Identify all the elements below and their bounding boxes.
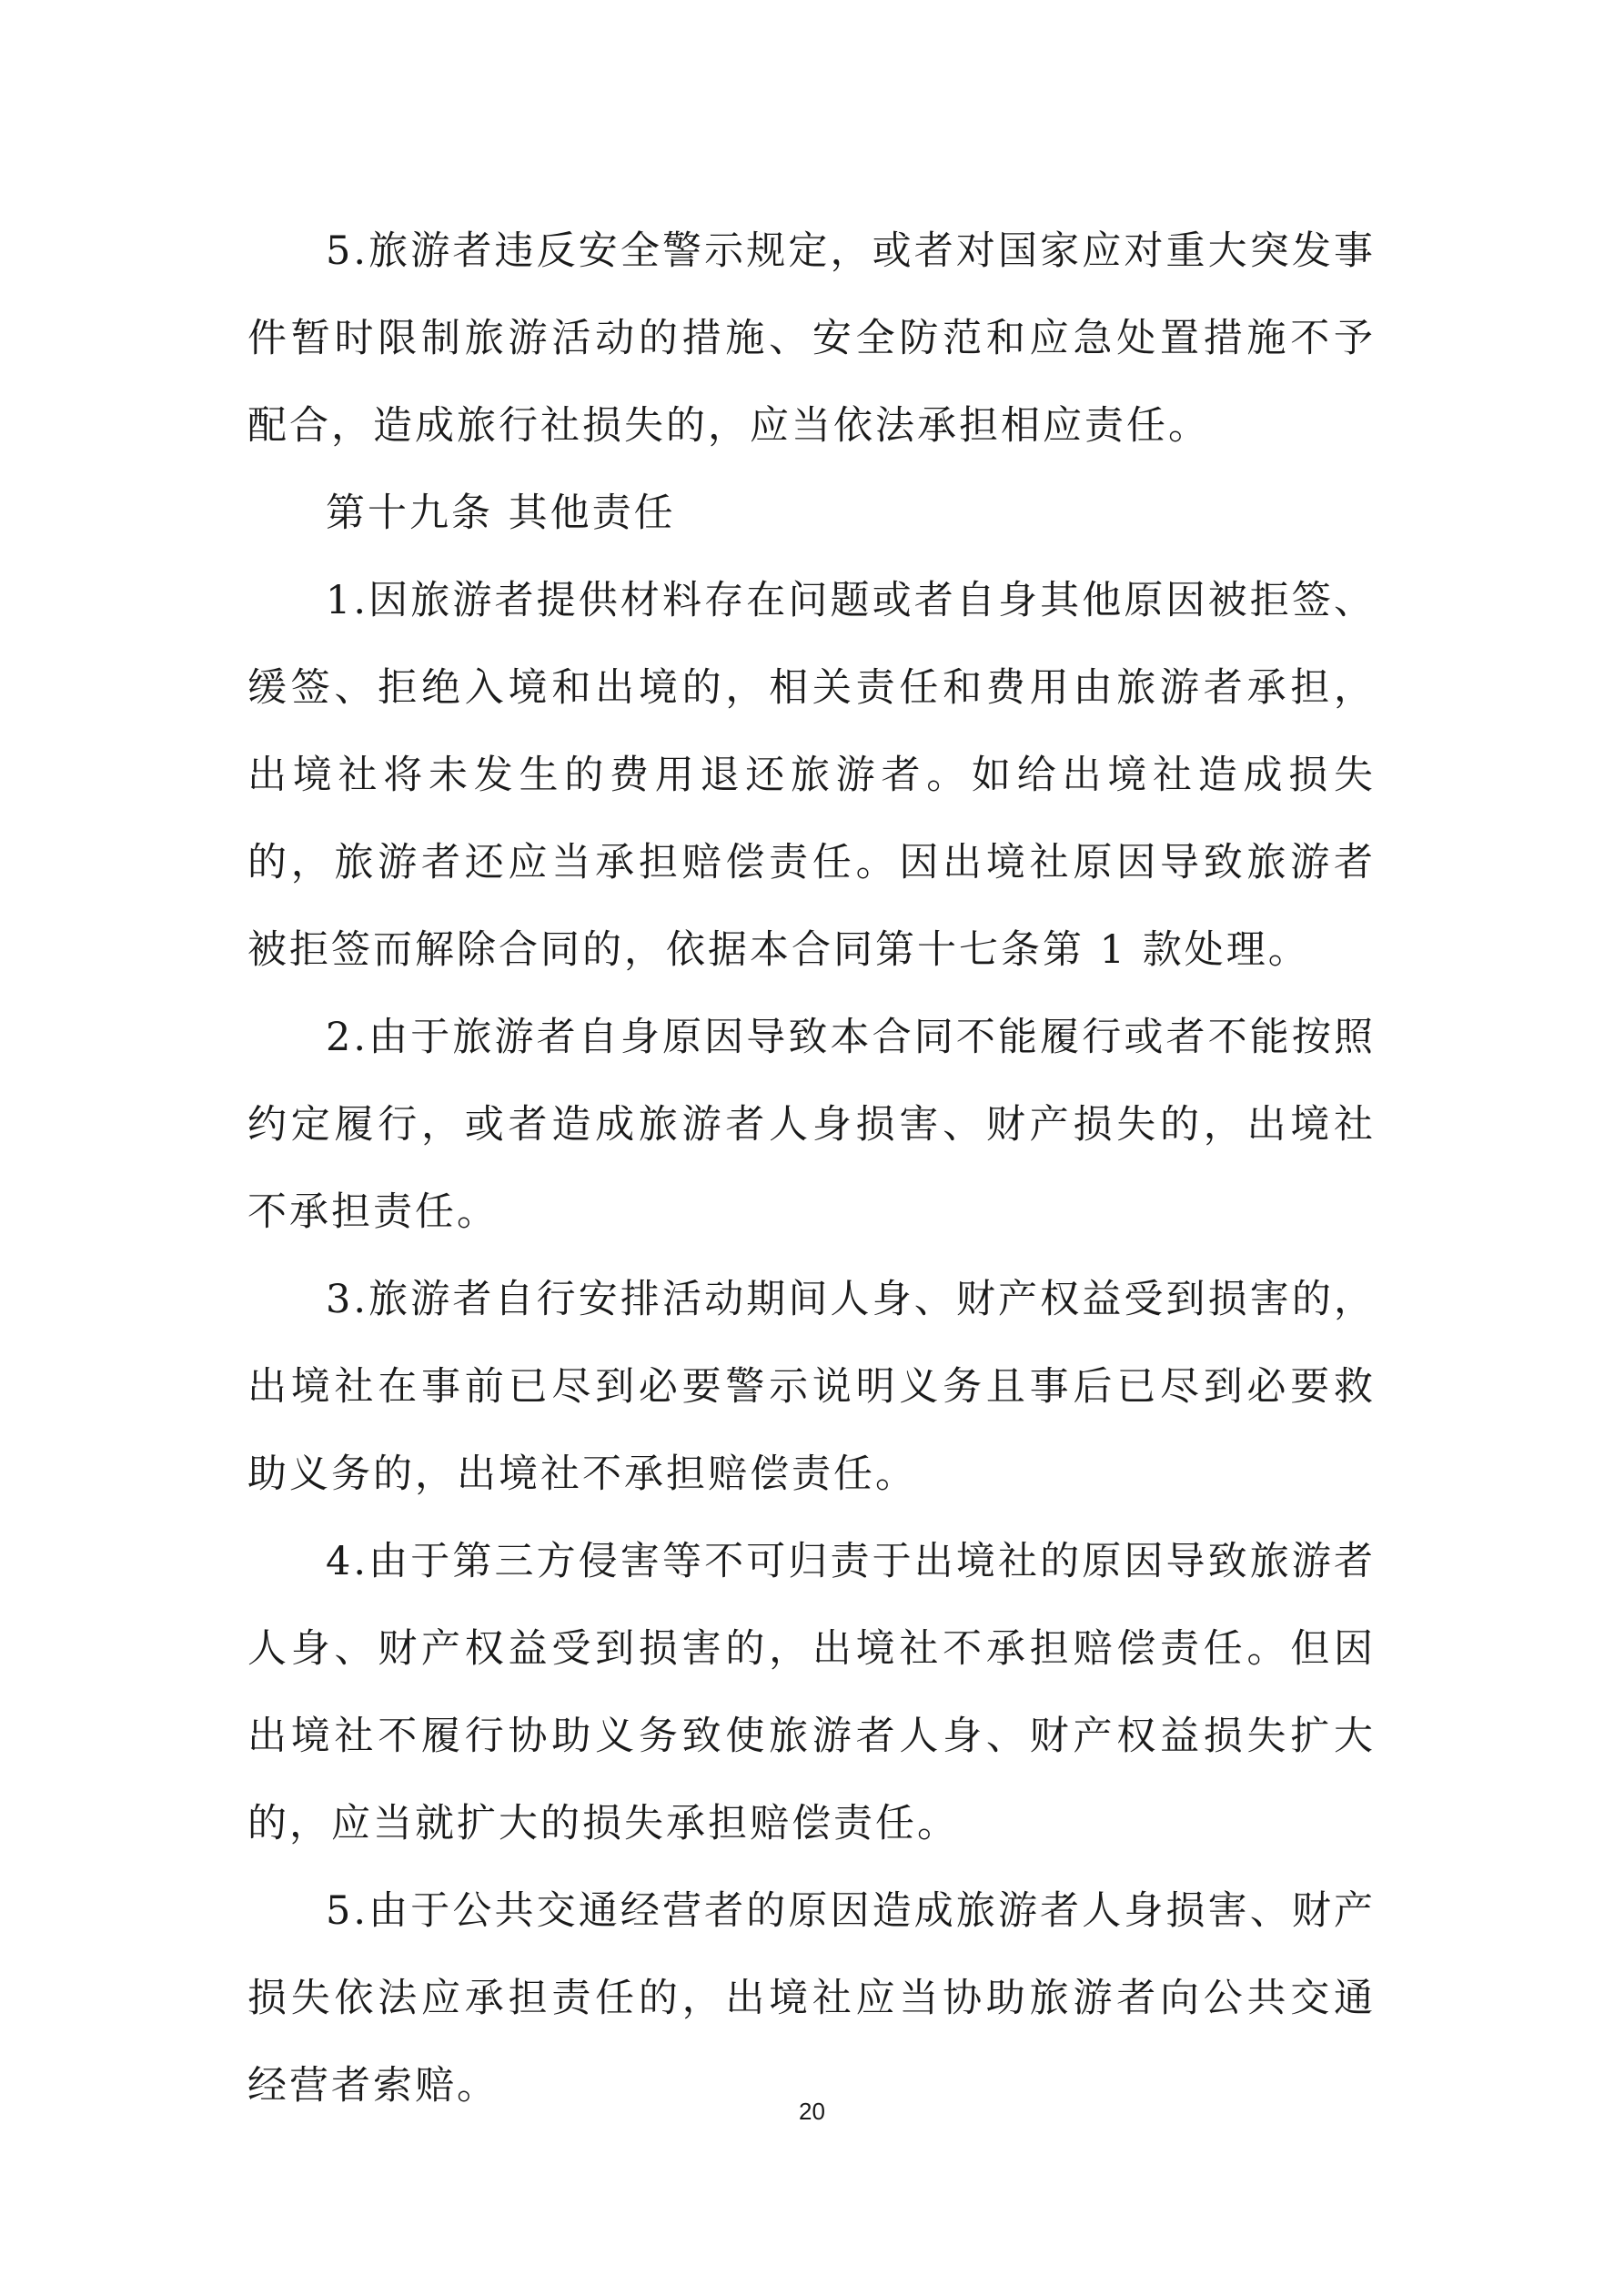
page-number: 20 <box>799 2098 825 2125</box>
paragraph-item-5-public-transport: 5.由于公共交通经营者的原因造成旅游者人身损害、财产损失依法应承担责任的，出境社应当协助旅游者向公共交通经营者索赔。 <box>247 1888 1376 2109</box>
paragraph-item-4-third-party: 4.由于第三方侵害等不可归责于出境社的原因导致旅游者人身、财产权益受到损害的，出境社不承担赔偿责任。但因出境社不履行协助义务致使旅游者人身、财产权益损失扩大的，应当就扩大的损失承担赔偿责任。 <box>247 1539 1376 1846</box>
paragraph-item-2-own-cause: 2.由于旅游者自身原因导致本合同不能履行或者不能按照约定履行，或者造成旅游者人身损害、财产损失的，出境社不承担责任。 <box>247 1015 1376 1235</box>
paragraph-item-1-visa: 1.因旅游者提供材料存在问题或者自身其他原因被拒签、缓签、拒绝入境和出境的，相关责任和费用由旅游者承担，出境社将未发生的费用退还旅游者。如给出境社造成损失的，旅游者还应当承担赔偿责任。因出境社原因导致旅游者被拒签而解除合同的，依据本合同第十七条第 1 款处理。 <box>247 578 1376 973</box>
paragraph-item-5-violation: 5.旅游者违反安全警示规定，或者对国家应对重大突发事件暂时限制旅游活动的措施、安全防范和应急处置措施不予配合，造成旅行社损失的，应当依法承担相应责任。 <box>247 228 1376 449</box>
article-19-heading: 第十九条 其他责任 <box>326 491 676 536</box>
document-body <box>247 207 1376 2129</box>
paragraph-item-3-self-arranged: 3.旅游者自行安排活动期间人身、财产权益受到损害的，出境社在事前已尽到必要警示说明义务且事后已尽到必要救助义务的，出境社不承担赔偿责任。 <box>247 1277 1376 1497</box>
